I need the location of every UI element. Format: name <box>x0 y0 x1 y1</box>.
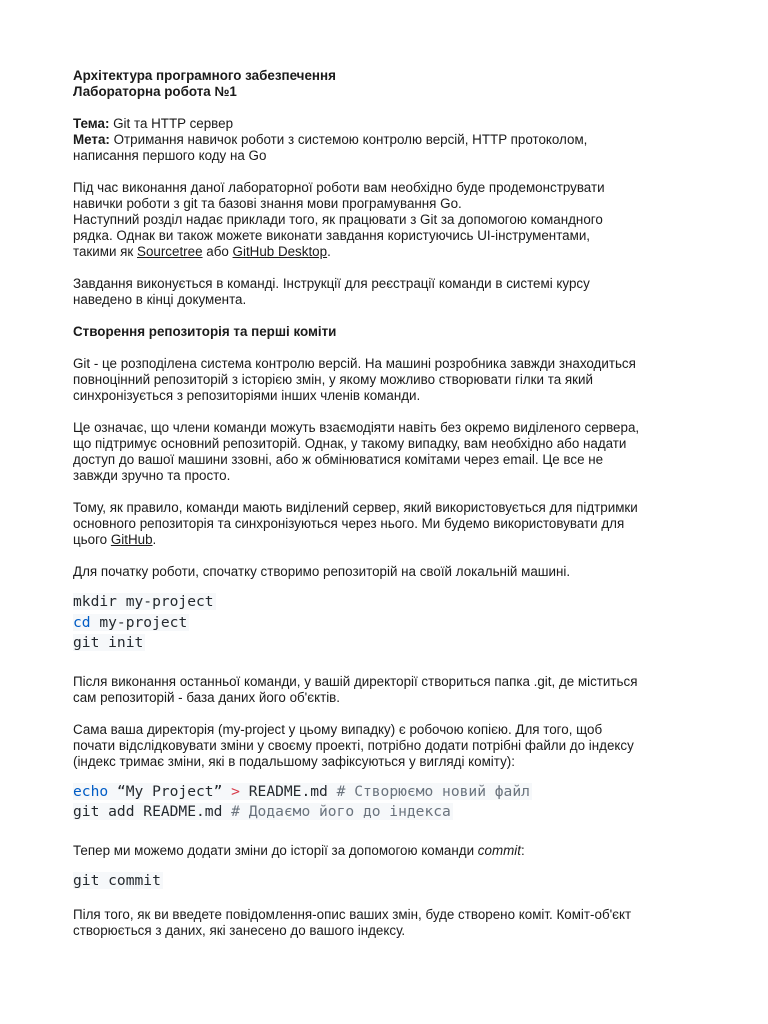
github-link[interactable]: GitHub <box>110 532 153 547</box>
section-paragraph-2: Це означає, що члени команди можуть взаємодіяти навіть без окремо виділеного сервера, що підтримує основний репозиторій. Однак, у такому випадку, вам необхідно або надати доступ до вашої машини ззовні, або ж обмінюватися комітами через email. Це все не завжди зручно та просто. <box>73 420 640 483</box>
section-heading: Створення репозиторія та перші коміти <box>73 324 337 339</box>
course-title: Архітектура програмного забезпечення <box>73 68 336 83</box>
intro-paragraph-1: Під час виконання даної лабораторної роботи вам необхідно буде продемонструвати навички роботи з git та базові знання мови програмування Go. Наступний розділ надає приклади того, як працювати з Git за допомогою командного рядка. Однак ви також можете виконати завдання користуючись UI-інструментами, такими як Sourcetree або GitHub Desktop. <box>73 180 605 259</box>
topic-line: Тема: Git та HTTP сервер <box>73 116 234 131</box>
section-paragraph-3: Тому, як правило, команди мають виділений сервер, який використовується для підтримки основного репозиторія та синхронізуються через нього. Ми будемо використовувати для цього GitHub. <box>73 500 638 547</box>
section-paragraph-6: Сама ваша директорія (my-project у цьому випадку) є робочою копією. Для того, щоб почати відслідковувати зміни у своєму проекті, потрібно додати потрібні файли до індексу (індекс тримає зміни, які в подальшому зафіксуються у вигляді коміту): <box>73 721 634 769</box>
section-paragraph-7: Тепер ми можемо додати зміни до історії за допомогою команди commit: <box>73 842 525 858</box>
section-paragraph-8: Піля того, як ви введете повідомлення-опис ваших змін, буде створено коміт. Коміт-об'єкт створюється з даних, які занесено до вашого індексу. <box>73 907 632 938</box>
section-paragraph-4: Для початку роботи, спочатку створимо репозиторій на своїй локальній машині. <box>73 564 571 579</box>
document-page <box>73 68 703 939</box>
goal-line-2: написання першого коду на Go <box>73 148 267 163</box>
lab-title: Лабораторна робота №1 <box>73 84 237 99</box>
intro-paragraph-2: Завдання виконується в команді. Інструкції для реєстрації команди в системі курсу наведено в кінці документа. <box>73 276 590 307</box>
code-block-commit: git commit <box>73 871 161 889</box>
section-paragraph-5: Після виконання останньої команди, у вашій директорії створиться папка .git, де міститься сам репозиторій - база даних його об'єктів. <box>73 673 638 705</box>
github-desktop-link[interactable]: GitHub Desktop <box>232 244 328 259</box>
section-paragraph-1: Git - це розподілена система контролю версій. На машині розробника завжди знаходиться повноцінний репозиторій з історією змін, у якому можливо створювати гілки та який синхронізується з репозиторіями інших членів команди. <box>73 356 636 403</box>
code-block-add: echo “My Project” > README.md # Створюємо новий файл git add README.md # Додаємо його до індекса <box>73 782 530 820</box>
sourcetree-link[interactable]: Sourcetree <box>137 244 203 259</box>
code-block-init: mkdir my-project cd my-project git init <box>73 593 214 651</box>
goal-line: Мета: Отримання навичок роботи з системою контролю версій, HTTP протоколом, <box>73 132 588 147</box>
